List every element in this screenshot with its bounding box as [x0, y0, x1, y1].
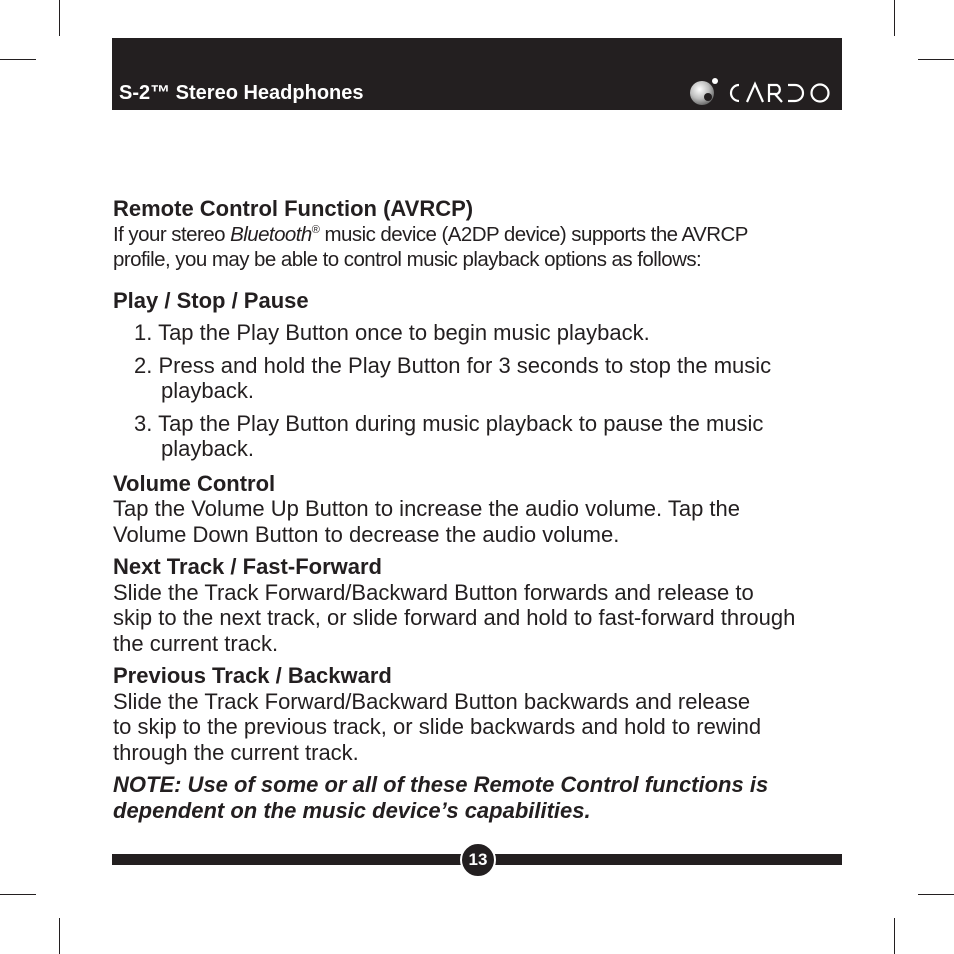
list-item: 1. Tap the Play Button once to begin music playback.: [134, 320, 650, 345]
note-line: NOTE: Use of some or all of these Remote Control functions is: [113, 772, 769, 797]
body-line: Tap the Volume Up Button to increase the audio volume. Tap the: [113, 496, 740, 521]
section-heading-previous: Previous Track / Backward: [113, 663, 392, 688]
registered-mark: ®: [311, 223, 320, 236]
crop-mark: [894, 0, 895, 36]
avrcp-intro: [113, 222, 848, 248]
body-line: Slide the Track Forward/Backward Button forwards and release to: [113, 579, 754, 605]
section-heading-play: Play / Stop / Pause: [113, 287, 309, 313]
page-header: [112, 38, 842, 110]
intro-text: If your stereo: [113, 222, 231, 246]
page-number: 13: [460, 842, 496, 878]
body-line: through the current track.: [113, 739, 359, 765]
crop-mark: [59, 0, 60, 36]
list-item: 2. Press and hold the Play Button for 3 seconds to stop the music playback.: [134, 352, 772, 403]
crop-mark: [918, 894, 954, 895]
cardo-logo: [689, 77, 834, 107]
body-line: Slide the Track Forward/Backward Button backwards and release: [113, 688, 751, 714]
crop-mark: [59, 918, 60, 954]
body-line: skip to the next track, or slide forward and hold to fast-forward through: [113, 605, 796, 630]
body-line: to skip to the previous track, or slide backwards and hold to rewind: [113, 714, 762, 739]
crop-mark: [894, 918, 895, 954]
intro-bluetooth: Bluetooth: [230, 222, 312, 246]
section-heading-next: Next Track / Fast-Forward: [113, 554, 382, 579]
crop-mark: [918, 59, 954, 60]
avrcp-intro-line2: profile, you may be able to control music playback options as follows:: [113, 248, 702, 271]
intro-text: music device (A2DP device) supports the AVRCP: [319, 222, 748, 246]
body-line: the current track.: [113, 630, 279, 656]
header-title: S-2™ Stereo Headphones: [119, 82, 364, 104]
crop-mark: [0, 894, 36, 895]
section-heading-volume: Volume Control: [113, 470, 276, 496]
page-content: [113, 196, 848, 823]
logo-text: CARDO: [689, 77, 693, 78]
section-heading-avrcp: Remote Control Function (AVRCP): [113, 196, 474, 221]
crop-mark: [0, 59, 36, 60]
body-line: Volume Down Button to decrease the audio volume.: [113, 521, 620, 547]
list-item: 3. Tap the Play Button during music playback to pause the music playback.: [134, 410, 764, 461]
note-line: dependent on the music device’s capabilities.: [113, 797, 591, 823]
